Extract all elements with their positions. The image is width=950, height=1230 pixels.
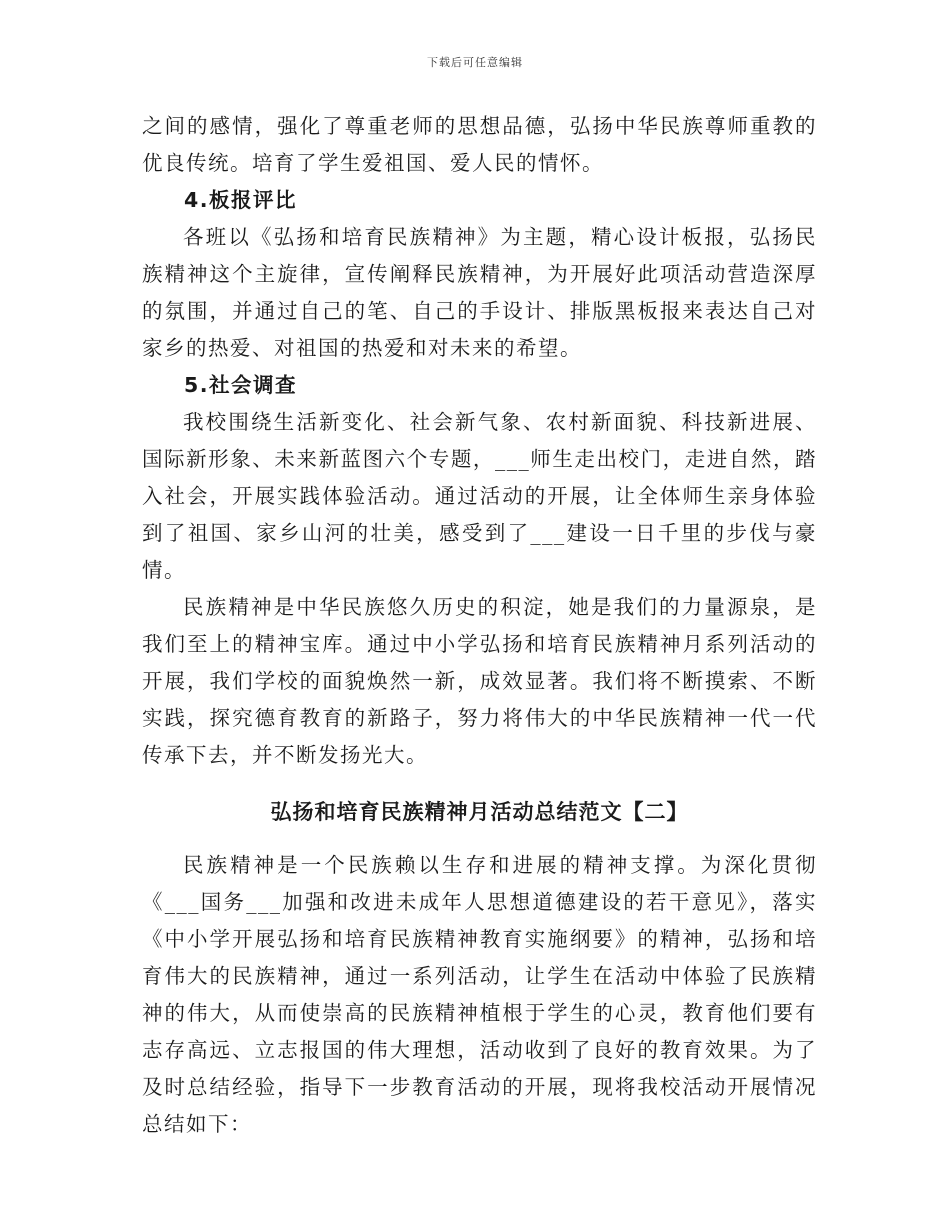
paragraph-blackboard-contest: 各班以《弘扬和培育民族精神》为主题，精心设计板报，弘扬民族精神这个主旋律，宣传阐释民族精神，为开展好此项活动营造深厚的氛围，并通过自己的笔、自己的手设计、排版黑板报来表达自己对家乡的热爱、对祖国的热爱和对未来的希望。	[142, 225, 817, 360]
header-note: 下载后可任意编辑	[427, 56, 523, 69]
section-title: 弘扬和培育民族精神月活动总结范文【二】	[270, 800, 689, 824]
document-body	[142, 108, 817, 1143]
subheading-social-survey: 5.社会调查	[184, 373, 298, 397]
paragraph-section-two-intro: 民族精神是一个民族赖以生存和进展的精神支撑。为深化贯彻《___国务___加强和改进未成年人思想道德建设的若干意见》，落实《中小学开展弘扬和培育民族精神教育实施纲要》的精神，弘扬和培育伟大的民族精神，通过一系列活动，让学生在活动中体验了民族精神的伟大，从而使崇高的民族精神植根于学生的心灵，教育他们要有志存高远、立志报国的伟大理想，活动收到了良好的教育效果。为了及时总结经验，指导下一步教育活动的开展，现将我校活动开展情况总结如下：	[142, 853, 817, 1136]
paragraph-social-survey: 我校围绕生活新变化、社会新气象、农村新面貌、科技新进展、国际新形象、未来新蓝图六个专题，___师生走出校门，走进自然，踏入社会，开展实践体验活动。通过活动的开展，让全体师生亲身体验到了祖国、家乡山河的壮美，感受到了___建设一日千里的步伐与豪情。	[142, 410, 817, 582]
subheading-blackboard-contest: 4.板报评比	[184, 188, 298, 212]
paragraph-conclusion: 民族精神是中华民族悠久历史的积淀，她是我们的力量源泉，是我们至上的精神宝库。通过中小学弘扬和培育民族精神月系列活动的开展，我们学校的面貌焕然一新，成效显著。我们将不断摸索、不断实践，探究德育教育的新路子，努力将伟大的中华民族精神一代一代传承下去，并不断发扬光大。	[142, 595, 817, 767]
paragraph-continuation: 之间的感情，强化了尊重老师的思想品德，弘扬中华民族尊师重教的优良传统。培育了学生爱祖国、爱人民的情怀。	[142, 114, 817, 175]
